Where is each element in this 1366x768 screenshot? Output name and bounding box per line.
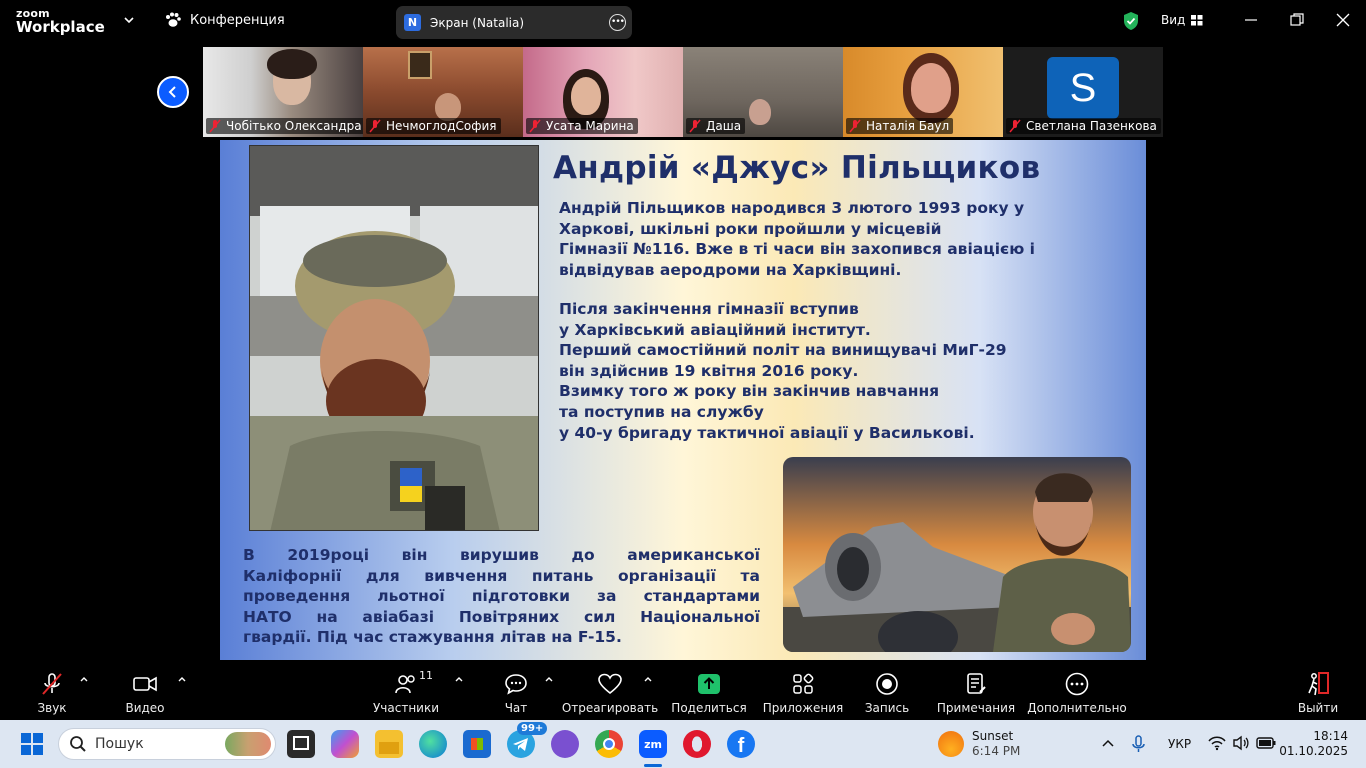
participant-tile[interactable] <box>203 47 363 137</box>
text-line: Перший самостійний політ на винищувачі МиГ-29 <box>559 341 1007 360</box>
wifi-icon[interactable] <box>1208 735 1226 751</box>
muted-mic-icon <box>528 119 542 133</box>
share-screen-icon <box>697 673 721 695</box>
text-line: Харкові, шкільні роки пройшли у місцевій <box>559 219 942 238</box>
telegram-badge: 99+ <box>517 722 547 735</box>
volume-icon[interactable] <box>1232 735 1250 751</box>
collapse-strip-button[interactable] <box>157 76 189 108</box>
share-label: Поделиться <box>671 701 747 715</box>
chat-bubble-icon <box>504 672 528 696</box>
record-icon <box>875 672 899 696</box>
participants-icon <box>394 673 418 695</box>
text-line: Гімназії №116. Вже в ті часи він захопився авіацією і <box>559 240 1035 259</box>
text-line: відвідував аеродроми на Харківщині. <box>559 260 902 279</box>
pilot-jet-photo <box>783 457 1131 652</box>
windows-start-icon[interactable] <box>21 733 43 755</box>
more-button[interactable] <box>1027 660 1127 720</box>
video-label: Видео <box>125 701 165 715</box>
microsoft-store-icon[interactable] <box>463 730 491 758</box>
participant-tile[interactable] <box>363 47 523 137</box>
chevron-up-icon[interactable] <box>1102 738 1114 748</box>
sunset-icon <box>938 731 964 757</box>
participant-name-tag <box>206 118 363 134</box>
chevron-left-icon <box>166 85 180 99</box>
text-line: він здійснив 19 квітня 2016 року. <box>559 361 859 380</box>
meeting-controls <box>0 660 1366 720</box>
language-indicator[interactable]: УКР <box>1168 737 1192 751</box>
participant-tile[interactable] <box>1003 47 1163 137</box>
taskbar-search[interactable] <box>58 728 276 760</box>
encryption-shield-icon[interactable] <box>1122 11 1140 31</box>
participant-name-tag <box>526 118 638 134</box>
grid-view-icon <box>1191 15 1203 26</box>
bio-paragraph-2 <box>559 299 1119 443</box>
logo-line-2: Workplace <box>16 18 105 36</box>
text-line: гвардії. Під час стажування літав на F-15. <box>243 628 622 647</box>
apps-icon <box>791 672 815 696</box>
weather-widget[interactable] <box>938 720 1020 768</box>
muted-mic-icon <box>688 119 702 133</box>
more-options-icon[interactable]: ••• <box>609 14 626 31</box>
viber-icon[interactable] <box>551 730 579 758</box>
presenter-badge: N <box>404 14 421 31</box>
apps-button[interactable] <box>764 660 842 720</box>
muted-mic-icon <box>848 119 862 133</box>
audio-label: Звук <box>37 701 67 715</box>
telegram-icon[interactable] <box>507 723 544 758</box>
minimize-icon[interactable] <box>1243 12 1259 28</box>
audio-button[interactable] <box>28 660 76 720</box>
text-line: Після закінчення гімназії вступив <box>559 300 859 318</box>
active-app-indicator <box>644 764 662 767</box>
chevron-up-icon[interactable] <box>454 674 464 684</box>
record-label: Запись <box>864 701 910 715</box>
edge-browser-icon[interactable] <box>419 730 447 758</box>
participant-avatar: S <box>1047 57 1119 119</box>
close-icon[interactable] <box>1335 12 1351 28</box>
text-line: В 2019році він вирушив до американської <box>243 546 760 564</box>
video-camera-icon <box>132 674 158 694</box>
text-line: НАТО на авіабазі Повітряних сил Національної <box>243 607 760 626</box>
opera-icon[interactable] <box>683 730 711 758</box>
react-button[interactable] <box>561 660 659 720</box>
leave-button[interactable] <box>1297 660 1339 720</box>
leave-label: Выйти <box>1297 701 1339 715</box>
facebook-icon[interactable]: f <box>727 730 755 758</box>
screen-share-pill[interactable] <box>396 6 632 39</box>
clock[interactable] <box>1279 720 1348 768</box>
participants-label: Участники <box>372 701 440 715</box>
file-explorer-icon[interactable] <box>375 730 403 758</box>
zoom-app-icon[interactable]: zm <box>639 730 667 758</box>
task-view-icon[interactable] <box>287 730 315 758</box>
weather-title: Sunset <box>972 729 1014 743</box>
chevron-up-icon[interactable] <box>177 674 187 684</box>
view-button[interactable] <box>1161 13 1203 27</box>
text-line: Взимку того ж року він закінчив навчання <box>559 382 940 401</box>
react-label: Отреагировать <box>561 701 659 715</box>
weather-time: 6:14 PM <box>972 744 1021 758</box>
apps-label: Приложения <box>762 701 844 715</box>
view-label: Вид <box>1161 13 1186 27</box>
slide-title: Андрій «Джус» Пільщиков <box>553 150 1041 186</box>
participants-count: 11 <box>419 669 433 682</box>
bio-paragraph-3 <box>243 545 760 648</box>
meeting-label: Конференция <box>190 12 285 28</box>
video-button[interactable] <box>121 660 169 720</box>
participant-tile[interactable] <box>683 47 843 137</box>
share-button[interactable] <box>671 660 747 720</box>
copilot-icon[interactable] <box>331 730 359 758</box>
participant-name-tag <box>1006 118 1161 134</box>
logo-line-1: zoom <box>16 7 50 20</box>
text-line: Андрій Пільщиков народився 3 лютого 1993 року у <box>559 199 1025 217</box>
participant-hair <box>267 49 317 79</box>
participant-video <box>749 99 771 125</box>
participant-tile[interactable] <box>523 47 683 137</box>
participants-button[interactable] <box>372 660 440 720</box>
muted-mic-icon <box>208 119 222 133</box>
search-icon <box>69 735 87 753</box>
muted-mic-icon <box>1008 119 1022 133</box>
participant-name-tag <box>846 118 953 134</box>
text-line: та поступив на службу <box>559 402 764 421</box>
microphone-tray-icon[interactable] <box>1130 734 1150 754</box>
chat-button[interactable] <box>496 660 536 720</box>
muted-mic-icon <box>40 672 64 696</box>
participant-name: НечмоглодСофия <box>386 119 497 133</box>
clock-time: 18:14 <box>1313 729 1348 743</box>
paw-icon <box>164 12 182 28</box>
more-label: Дополнительно <box>1027 701 1127 715</box>
muted-mic-icon <box>368 119 382 133</box>
text-line: Каліфорнії для вивчення питань організації та <box>243 566 760 585</box>
chevron-up-icon[interactable] <box>544 674 554 684</box>
more-dots-icon <box>1065 672 1089 696</box>
notes-label: Примечания <box>936 701 1016 715</box>
battery-icon[interactable] <box>1256 736 1276 750</box>
text-line: у Харківський авіаційний інститут. <box>559 320 871 339</box>
text-line: у 40-у бригаду тактичної авіації у Василькові. <box>559 423 975 442</box>
participant-name: Чобітько Олександра <box>226 119 362 133</box>
shared-slide <box>220 140 1146 660</box>
participant-name-tag <box>366 118 501 134</box>
participant-video <box>571 77 601 115</box>
zoom-workplace-logo[interactable] <box>16 8 105 35</box>
pilot-selfie-photo <box>249 145 539 531</box>
chevron-up-icon[interactable] <box>79 674 89 684</box>
meeting-info-button[interactable] <box>164 12 285 28</box>
leave-door-icon <box>1305 671 1331 697</box>
restore-icon[interactable] <box>1289 12 1305 28</box>
search-placeholder: Пошук <box>95 736 144 752</box>
screen-share-label: Экран (Natalia) <box>430 15 525 30</box>
heart-icon <box>597 673 623 695</box>
participant-video <box>435 93 461 121</box>
participant-name: Наталія Баул <box>866 119 950 133</box>
windows-taskbar <box>0 720 1366 768</box>
participant-strip <box>203 47 1163 137</box>
record-button[interactable] <box>862 660 912 720</box>
chevron-up-icon[interactable] <box>643 674 653 684</box>
participant-tile[interactable] <box>843 47 1003 137</box>
participant-video <box>911 63 951 113</box>
chrome-icon[interactable] <box>595 730 623 758</box>
search-highlight-image <box>225 732 271 756</box>
notes-button[interactable] <box>938 660 1014 720</box>
clock-date: 01.10.2025 <box>1279 744 1348 758</box>
chat-label: Чат <box>504 701 528 715</box>
participant-name: Усата Марина <box>546 119 634 133</box>
notes-icon <box>965 672 987 696</box>
participant-name-tag <box>686 118 745 134</box>
participant-name: Даша <box>706 119 742 133</box>
chevron-down-icon[interactable] <box>122 13 136 27</box>
text-line: проведення льотної підготовки за стандартами <box>243 587 760 606</box>
pilot-selfie-image <box>250 146 539 531</box>
zoom-title-bar <box>0 0 1366 44</box>
wall-picture <box>408 51 432 79</box>
pilot-jet-image <box>783 457 1131 652</box>
participant-name: Светлана Пазенкова <box>1026 119 1157 133</box>
bio-paragraph-1 <box>559 198 1119 280</box>
